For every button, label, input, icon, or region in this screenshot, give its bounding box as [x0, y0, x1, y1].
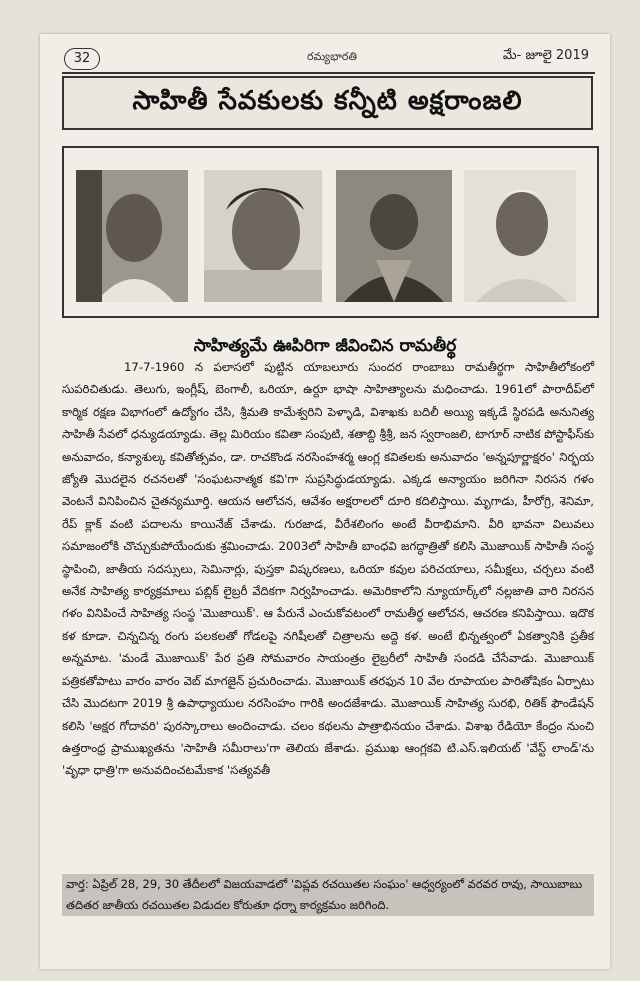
photo-strip	[62, 146, 599, 318]
page-title: సాహితీ సేవకులకు కన్నీటి అక్షరాంజలి	[132, 86, 523, 116]
issue-date: మే- జూలై 2019	[502, 48, 589, 63]
title-box	[62, 76, 593, 130]
news-note: వార్త: ఏప్రిల్ 28, 29, 30 తేదీలలో విజయవాడలో 'విప్లవ రచయితల సంఘం' ఆధ్వర్యంలో వరవర రావు, సాయిబాబు తదితర జాతీయ రచయితల విడుదల కోరుతూ ధర్నా కార్యక్రమం జరిగింది.	[62, 874, 594, 916]
magazine-name: రమ్యభారతి	[307, 50, 357, 63]
article-body	[62, 356, 594, 782]
page-number: 32	[64, 48, 100, 70]
article-paragraph: 17-7-1960 న పలాసలో పుట్టిన యాబలూరు సుందర రాంబాబు రామతీర్థగా సాహితీలోకంలో సుపరిచితుడు. తెలుగు, ఇంగ్లీష్, బెంగాలీ, ఒరియా, ఉర్దూ భాషా సాహిత్యాలను మధించాడు. 1961లో పారాదీప్‌లో కార్మిక రక్షణ విభాగంలో ఉద్యోగం చేసి, శ్రీమతి కామేశ్వరిని పెళ్ళాడి, విశాఖకు బదిలీ అయ్యి ఇక్కడే స్థిరపడి అనునిత్య సాహితీ సేవలో ధన్యుడయ్యాడు. తెల్ల మిరియం కవితా సంపుటి, శతాబ్ది శ్రీశ్రీ, జన స్వరాంజలి, టాగూర్ నాటిక పోస్టాఫీస్‌కు అనువాదం, కన్యాశుల్క కవితోత్సవం, డా. రాచకొండ నరసింహశర్మ ఆంగ్ల కవితలకు అనువాదం 'అన్నపూర్ణాక్షరం' నిర్భయ జ్యోతి మొదలైన రచనలతో 'సంఘటనాత్మక కవి'గా సుప్రసిద్ధుడయ్యాడు. ఎక్కడ అన్యాయం జరిగినా నిరసన గళం వెంటనే వినిపించిన చైతన్యమూర్తి. ఆయన ఆలోచన, ఆవేశం అక్షరాలలో దూరి కదిలిస్తాయి. మృగాడు, హీరోగ్రి, శెనిమా, రేప్ క్లాక్ వంటి పదాలను కాయినేజ్ చేశాడు. గురజాడ, వీరేశలింగం అంటే వీరాభిమాని. వీరి భావనా విలువలు సమాజంలోకి చొచ్చుకుపోయేందుకు శ్రమించాడు. 2003లో సాహితీ బాంధవి జగద్ధాత్రితో కలిసి మొజాయిక్ సాహితీ సంస్థ స్థాపించి, జాతీయ సదస్సులు, సెమినార్లు, పుస్తకా విష్కరణలు, ఒరియా కవుల పరిచయాలు, సమీక్షలు, చర్చలు వంటి అనేక సాహిత్య కార్యక్రమాలు పబ్లిక్ లైబ్రరీ వేదికగా నిర్వహించాడు. అమెరికాలోని న్యూయార్క్‌లో నల్లజాతి వారి నిరసన గళం వినిపించే సాహిత్య సంస్థ 'మొజాయిక్'. ఆ పేరునే ఎంచుకోవటంలో రామతీర్థ ఆలోచన, ఆచరణ కనిపిస్తాయి. ఇదొక కళ కూడా. చిన్నచిన్న రంగు పలకలతో గోడలపై నగిషీలతో చిత్రాలను అద్దె కళ. అంటే భిన్నత్వంలో ఏకత్వానికి ప్రతీక అన్నమాట. 'మండే మొజాయిక్' పేర ప్రతి సోమవారం సాయంత్రం లైబ్రరీలో సాహితీ సందడి చేసేవాడు. మొజాయిక్ పత్రికతోపాటు వారం వారం వెబ్ మాగజైన్ ప్రచురించాడు. మొజాయిక్ తరఫున 10 వేల రూపాయల పారితోషికం ఏర్పాటు చేసి మొదటగా 2019 శ్రీ ఉపాధ్యాయుల నరసింహం గారికి అందజేశాడు. మొజాయిక్ సాహిత్య సురభి, రితిక్ ఫౌండేషన్ కలిసి 'అక్షర గోదావరి' పురస్కారాలు అందించాడు. చలం కథలను పాత్రాభినయం చేశాడు. విశాఖ రేడియో కేంద్రం నుంచి ఉత్తరాంధ్ర ప్రాముఖ్యతను 'సాహితీ సమీరాలు'గా తెలియ జేశాడు. ప్రముఖ ఆంగ్లకవి టి.ఎస్.ఇలియట్ 'వేస్ట్ లాండ్'ను 'వృధా ధాత్రి'గా అనువదించటమేకాక 'సత్యవతీ	[62, 360, 595, 778]
portrait-photo-2	[204, 170, 322, 302]
article-heading: సాహిత్యమే ఊపిరిగా జీవించిన రామతీర్థ	[193, 336, 457, 356]
portrait-photo-4	[464, 170, 576, 302]
magazine-page	[40, 34, 610, 969]
portrait-photo-3	[336, 170, 452, 302]
portrait-photo-1	[76, 170, 188, 302]
page-header	[62, 46, 595, 74]
